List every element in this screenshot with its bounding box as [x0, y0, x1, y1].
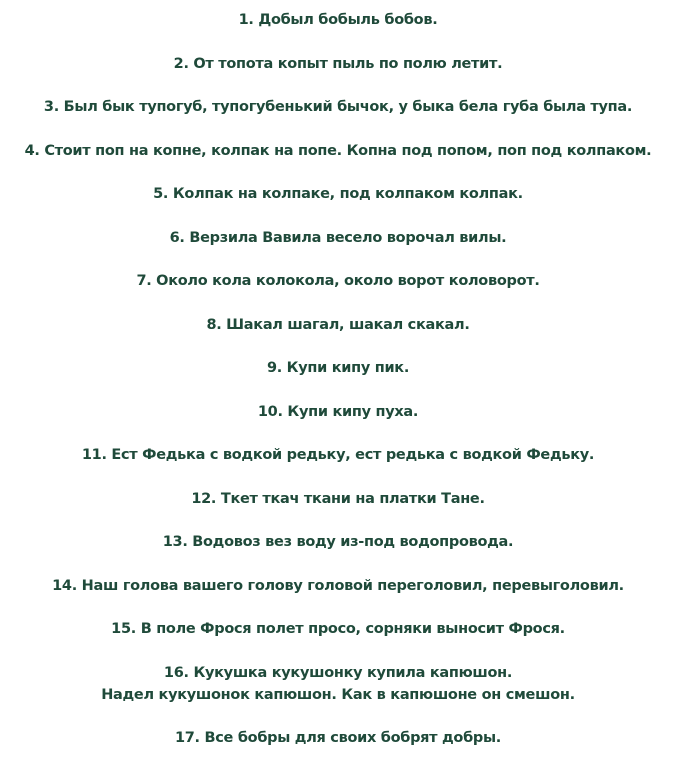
twister-4: 4. Стоит поп на копне, колпак на попе. Копна под попом, поп под колпаком. — [24, 142, 652, 159]
twister-17: 17. Все бобры для своих бобрят добры. — [174, 730, 502, 746]
twister-14: 14. Наш голова вашего голову головой переголовил, перевыголовил. — [52, 577, 624, 594]
twister-12: 12. Ткет ткач ткани на платки Тане. — [191, 490, 485, 507]
twister-3: 3. Был бык тупогуб, тупогубенький бычок, у быка бела губа была тупа. — [43, 99, 633, 115]
twister-5: 5. Колпак на колпаке, под колпаком колпак. — [153, 186, 523, 202]
twister-16-line-1: 16. Кукушка кукушонку купила капюшон. — [163, 664, 513, 681]
twister-6: 6. Верзила Вавила весело ворочал вилы. — [169, 229, 507, 246]
twister-8: 8. Шакал шагал, шакал скакал. — [206, 316, 470, 333]
twister-15: 15. В поле Фрося полет просо, сорняки выносит Фрося. — [111, 621, 565, 637]
twister-13: 13. Водовоз вез воду из-под водопровода. — [162, 534, 514, 550]
twister-7: 7. Около кола колокола, около ворот коловорот. — [136, 273, 540, 289]
twister-11: 11. Ест Федька с водкой редьку, ест редька с водкой Федьку. — [81, 447, 595, 463]
twister-16-line-2: Надел кукушонок капюшон. Как в капюшоне он смешон. — [101, 686, 575, 703]
twister-16 — [101, 662, 575, 706]
twister-10: 10. Купи кипу пуха. — [257, 403, 419, 420]
twister-1: 1. Добыл бобыль бобов. — [238, 12, 438, 28]
twister-2: 2. От топота копыт пыль по полю летит. — [173, 55, 503, 72]
twister-9: 9. Купи кипу пик. — [266, 360, 410, 376]
